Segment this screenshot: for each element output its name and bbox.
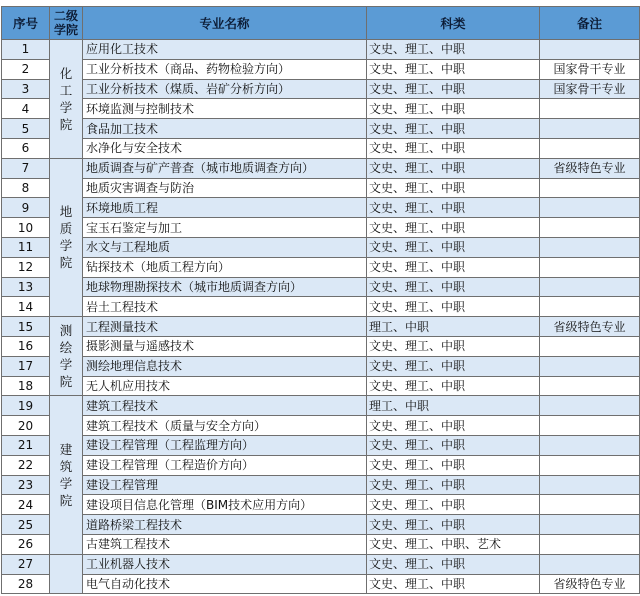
- row-note: [540, 119, 640, 139]
- table-row: [2, 257, 640, 277]
- row-subjects: 文史、理工、中职: [367, 475, 540, 495]
- row-subjects: 文史、理工、中职: [367, 59, 540, 79]
- row-major: 建设工程管理（工程监理方向）: [83, 435, 367, 455]
- row-subjects: 文史、理工、中职: [367, 356, 540, 376]
- row-subjects: 文史、理工、中职: [367, 178, 540, 198]
- row-note: 省级特色专业: [540, 317, 640, 337]
- row-index: 21: [2, 435, 50, 455]
- row-note: 省级特色专业: [540, 158, 640, 178]
- row-index: 8: [2, 178, 50, 198]
- row-index: 26: [2, 534, 50, 554]
- row-major: 建设工程管理: [83, 475, 367, 495]
- row-note: [540, 356, 640, 376]
- row-subjects: 文史、理工、中职: [367, 257, 540, 277]
- row-subjects: 文史、理工、中职: [367, 138, 540, 158]
- row-major: 工程测量技术: [83, 317, 367, 337]
- table-row: [2, 475, 640, 495]
- row-major: 工业机器人技术: [83, 554, 367, 574]
- row-major: 水文与工程地质: [83, 237, 367, 257]
- row-index: 15: [2, 317, 50, 337]
- row-index: 25: [2, 515, 50, 535]
- row-subjects: 文史、理工、中职: [367, 416, 540, 436]
- table-row: [2, 79, 640, 99]
- row-note: [540, 99, 640, 119]
- row-index: 18: [2, 376, 50, 396]
- row-note: [540, 416, 640, 436]
- row-major: 工业分析技术（煤质、岩矿分析方向）: [83, 79, 367, 99]
- row-index: 16: [2, 336, 50, 356]
- table-row: [2, 40, 640, 60]
- row-subjects: 文史、理工、中职: [367, 515, 540, 535]
- table-row: [2, 435, 640, 455]
- row-note: [540, 297, 640, 317]
- table-row: [2, 178, 640, 198]
- row-note: [540, 138, 640, 158]
- row-note: [540, 277, 640, 297]
- row-note: [540, 435, 640, 455]
- row-note: 国家骨干专业: [540, 79, 640, 99]
- row-note: [540, 40, 640, 60]
- row-index: 9: [2, 198, 50, 218]
- row-major: 工业分析技术（商品、药物检验方向）: [83, 59, 367, 79]
- row-index: 20: [2, 416, 50, 436]
- row-subjects: 文史、理工、中职: [367, 297, 540, 317]
- row-index: 14: [2, 297, 50, 317]
- row-note: [540, 515, 640, 535]
- row-subjects: 文史、理工、中职: [367, 237, 540, 257]
- table-row: [2, 515, 640, 535]
- table-row: [2, 277, 640, 297]
- table-row: [2, 198, 640, 218]
- row-subjects: 理工、中职: [367, 396, 540, 416]
- table-row: [2, 297, 640, 317]
- row-major: 岩土工程技术: [83, 297, 367, 317]
- row-subjects: 文史、理工、中职: [367, 277, 540, 297]
- row-major: 环境监测与控制技术: [83, 99, 367, 119]
- row-subjects: 文史、理工、中职: [367, 198, 540, 218]
- row-note: [540, 475, 640, 495]
- row-index: 5: [2, 119, 50, 139]
- row-note: [540, 198, 640, 218]
- row-index: 23: [2, 475, 50, 495]
- row-subjects: 文史、理工、中职: [367, 79, 540, 99]
- row-major: 水净化与安全技术: [83, 138, 367, 158]
- row-major: 古建筑工程技术: [83, 534, 367, 554]
- row-note: [540, 554, 640, 574]
- row-subjects: 文史、理工、中职: [367, 40, 540, 60]
- row-major: 建筑工程技术: [83, 396, 367, 416]
- table-row: [2, 495, 640, 515]
- table-row: [2, 218, 640, 238]
- college-cell: 测绘学院: [50, 317, 83, 396]
- row-subjects: 文史、理工、中职: [367, 336, 540, 356]
- row-index: 2: [2, 59, 50, 79]
- row-subjects: 文史、理工、中职: [367, 435, 540, 455]
- table-row: [2, 138, 640, 158]
- row-index: 4: [2, 99, 50, 119]
- table-row: [2, 99, 640, 119]
- row-major: 摄影测量与遥感技术: [83, 336, 367, 356]
- header-college: 二级学院: [50, 7, 83, 40]
- row-index: 10: [2, 218, 50, 238]
- table-body: [2, 40, 640, 594]
- table-row: [2, 574, 640, 594]
- table-row: [2, 59, 640, 79]
- row-subjects: 文史、理工、中职: [367, 158, 540, 178]
- row-major: 地球物理勘探技术（城市地质调查方向）: [83, 277, 367, 297]
- row-index: 28: [2, 574, 50, 594]
- row-note: 省级特色专业: [540, 574, 640, 594]
- row-subjects: 文史、理工、中职、艺术: [367, 534, 540, 554]
- table-row: [2, 336, 640, 356]
- row-index: 7: [2, 158, 50, 178]
- header-index: 序号: [2, 7, 50, 40]
- row-major: 建设工程管理（工程造价方向）: [83, 455, 367, 475]
- header-note: 备注: [540, 7, 640, 40]
- table-row: [2, 396, 640, 416]
- table-row: [2, 376, 640, 396]
- majors-table: [1, 6, 640, 594]
- row-note: [540, 396, 640, 416]
- row-major: 环境地质工程: [83, 198, 367, 218]
- row-note: [540, 237, 640, 257]
- row-index: 19: [2, 396, 50, 416]
- row-note: [540, 178, 640, 198]
- row-subjects: 文史、理工、中职: [367, 574, 540, 594]
- row-note: [540, 376, 640, 396]
- row-major: 建设项目信息化管理（BIM技术应用方向）: [83, 495, 367, 515]
- row-note: [540, 455, 640, 475]
- row-index: 27: [2, 554, 50, 574]
- row-subjects: 文史、理工、中职: [367, 119, 540, 139]
- college-cell: 建筑学院: [50, 396, 83, 554]
- row-index: 6: [2, 138, 50, 158]
- row-major: 宝玉石鉴定与加工: [83, 218, 367, 238]
- row-major: 建筑工程技术（质量与安全方向）: [83, 416, 367, 436]
- college-cell: [50, 554, 83, 594]
- row-index: 22: [2, 455, 50, 475]
- row-note: [540, 218, 640, 238]
- row-subjects: 文史、理工、中职: [367, 495, 540, 515]
- row-subjects: 文史、理工、中职: [367, 376, 540, 396]
- row-subjects: 文史、理工、中职: [367, 218, 540, 238]
- table-row: [2, 158, 640, 178]
- table-row: [2, 317, 640, 337]
- row-index: 24: [2, 495, 50, 515]
- college-cell: 化工学院: [50, 40, 83, 159]
- row-major: 地质调查与矿产普查（城市地质调查方向）: [83, 158, 367, 178]
- row-subjects: 理工、中职: [367, 317, 540, 337]
- row-subjects: 文史、理工、中职: [367, 99, 540, 119]
- row-subjects: 文史、理工、中职: [367, 455, 540, 475]
- row-note: [540, 495, 640, 515]
- row-major: 应用化工技术: [83, 40, 367, 60]
- row-major: 测绘地理信息技术: [83, 356, 367, 376]
- table-row: [2, 356, 640, 376]
- table-header: [2, 7, 640, 40]
- row-index: 13: [2, 277, 50, 297]
- header-row: [2, 7, 640, 40]
- row-subjects: 文史、理工、中职: [367, 554, 540, 574]
- row-major: 地质灾害调查与防治: [83, 178, 367, 198]
- table-row: [2, 455, 640, 475]
- row-major: 电气自动化技术: [83, 574, 367, 594]
- row-major: 食品加工技术: [83, 119, 367, 139]
- table-row: [2, 554, 640, 574]
- row-index: 1: [2, 40, 50, 60]
- row-index: 3: [2, 79, 50, 99]
- table-row: [2, 416, 640, 436]
- header-major: 专业名称: [83, 7, 367, 40]
- row-index: 12: [2, 257, 50, 277]
- table-row: [2, 119, 640, 139]
- row-index: 11: [2, 237, 50, 257]
- row-major: 钻探技术（地质工程方向）: [83, 257, 367, 277]
- college-cell: 地质学院: [50, 158, 83, 316]
- row-note: [540, 534, 640, 554]
- row-major: 道路桥梁工程技术: [83, 515, 367, 535]
- row-major: 无人机应用技术: [83, 376, 367, 396]
- table-row: [2, 237, 640, 257]
- row-note: 国家骨干专业: [540, 59, 640, 79]
- row-note: [540, 257, 640, 277]
- header-subjects: 科类: [367, 7, 540, 40]
- row-note: [540, 336, 640, 356]
- table-row: [2, 534, 640, 554]
- row-index: 17: [2, 356, 50, 376]
